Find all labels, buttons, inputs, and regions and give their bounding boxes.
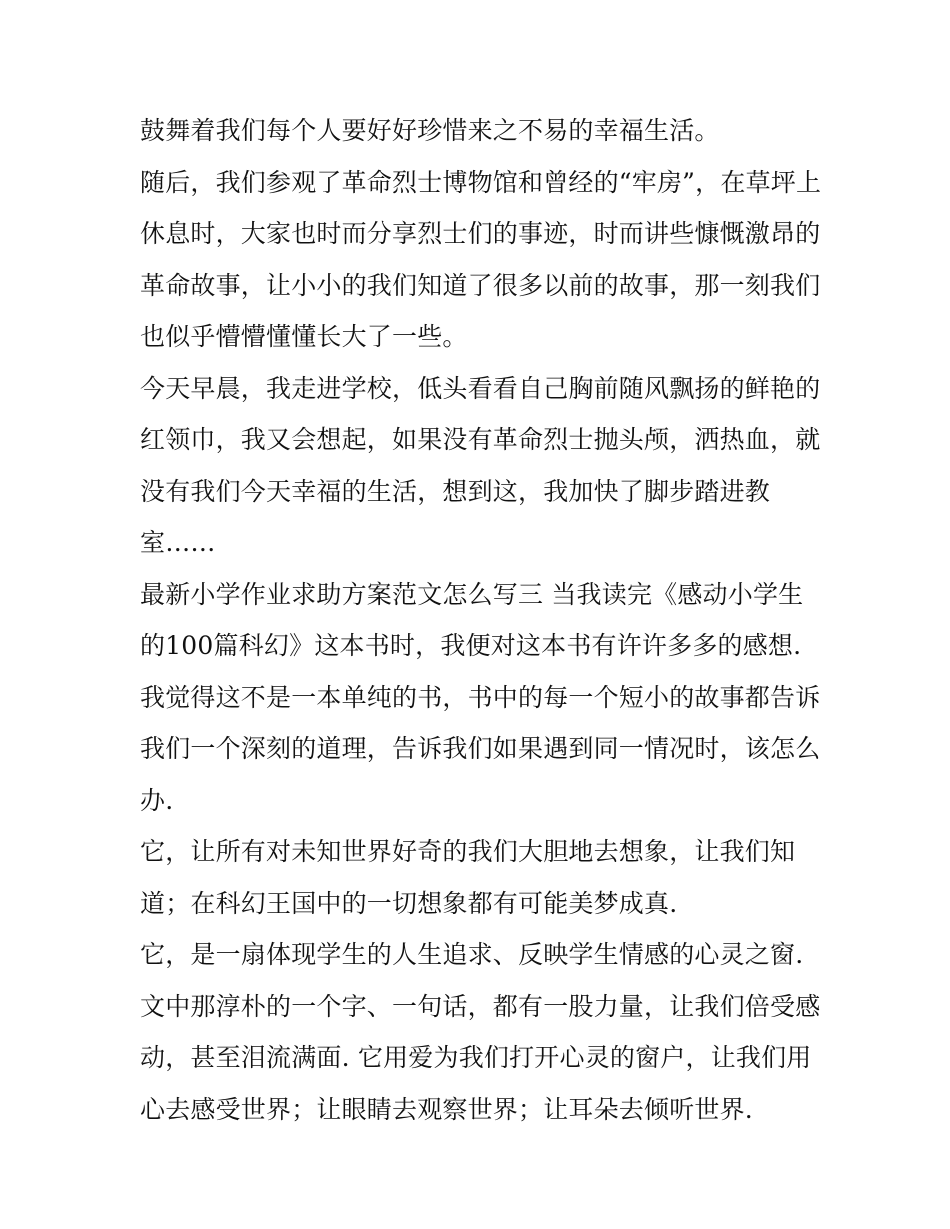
text-line: 室…… [140,528,216,557]
document-text-body [140,105,820,1135]
text-line: 革命故事，让小小的我们知道了很多以前的故事，那一刻我们 [140,270,821,300]
text-line: 我觉得这不是一本单纯的书，书中的每一个短小的故事都告诉 [140,682,821,712]
text-line: 文中那淳朴的一个字、一句话，都有一股力量，让我们倍受感 [140,991,821,1021]
text-line: 红领巾，我又会想起，如果没有革命烈士抛头颅，洒热血，就 [140,425,821,454]
text-line: 今天早晨，我走进学校，低头看看自己胸前随风飘扬的鲜艳的 [140,373,821,403]
text-line: 道；在科幻王国中的一切想象都有可能美梦成真. [140,888,678,918]
text-line: 心去感受世界；让眼睛去观察世界；让耳朵去倾听世界. [140,1094,753,1124]
text-line: 的100篇科幻》这本书时，我便对这本书有许许多多的感想. [140,631,802,660]
text-line: 动，甚至泪流满面. 它用爱为我们打开心灵的窗户，让我们用 [140,1043,812,1072]
text-line: 它，是一扇体现学生的人生追求、反映学生情感的心灵之窗. [140,940,804,969]
text-line: 休息时，大家也时而分享烈士们的事迹，时而讲些慷慨激昂的 [140,219,821,248]
text-line: 鼓舞着我们每个人要好好珍惜来之不易的幸福生活。 [140,116,720,145]
text-line: 没有我们今天幸福的生活，想到这，我加快了脚步踏进教 [140,476,771,506]
text-line: 我们一个深刻的道理，告诉我们如果遇到同一情况时，该怎么 [140,734,821,763]
text-line: 随后，我们参观了革命烈士博物馆和曾经的“牢房”，在草坪上 [140,167,822,197]
text-line: 它，让所有对未知世界好奇的我们大胆地去想象，让我们知 [140,837,796,866]
text-line: 最新小学作业求助方案范文怎么写三 当我读完《感动小学生 [140,579,804,609]
text-line: 也似乎懵懵懂懂长大了一些。 [140,322,468,351]
text-line: 办. [140,785,174,815]
